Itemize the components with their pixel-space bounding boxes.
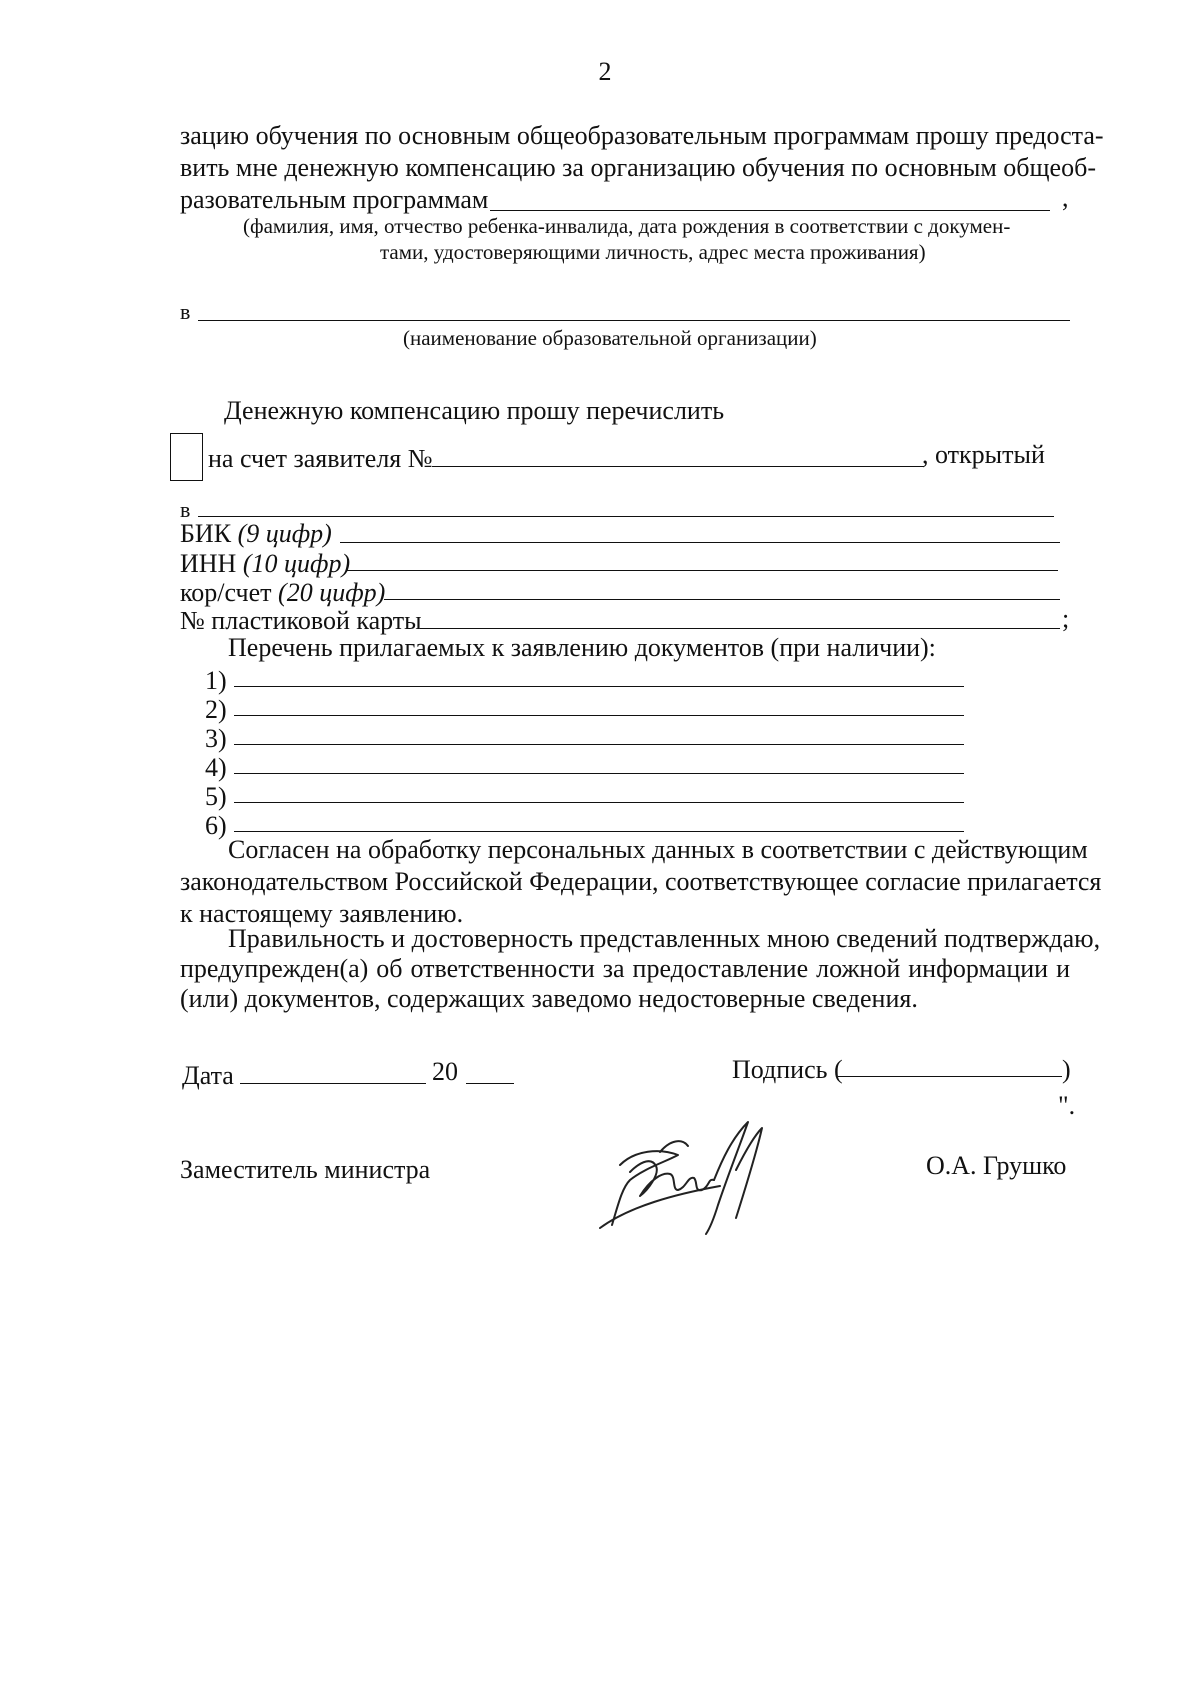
document-field-1[interactable] bbox=[234, 686, 964, 687]
date-label: Дата bbox=[182, 1061, 234, 1090]
certify-line-3: (или) документов, содержащих заведомо недостоверные сведения. bbox=[180, 984, 918, 1013]
year-field[interactable] bbox=[466, 1083, 514, 1084]
signatory-name: О.А. Грушко bbox=[926, 1151, 1067, 1180]
document-field-3[interactable] bbox=[234, 744, 964, 745]
document-field-4[interactable] bbox=[234, 773, 964, 774]
document-field-5[interactable] bbox=[234, 802, 964, 803]
organization-field[interactable] bbox=[198, 320, 1070, 321]
org-in-label: в bbox=[180, 299, 191, 324]
signature-close: ) bbox=[1062, 1055, 1071, 1084]
inn-field[interactable] bbox=[346, 570, 1058, 571]
document-item-5: 5) bbox=[205, 782, 227, 811]
bank-in-label: в bbox=[180, 497, 191, 522]
account-number-field[interactable] bbox=[432, 466, 924, 467]
document-field-6[interactable] bbox=[234, 831, 964, 832]
certify-line-2: предупрежден(а) об ответственности за предоставление ложной информации и bbox=[180, 954, 1070, 983]
bank-name-field[interactable] bbox=[198, 516, 1054, 517]
end-quote: ". bbox=[1058, 1091, 1076, 1120]
kor-field[interactable] bbox=[384, 599, 1060, 600]
bik-label: БИК bbox=[180, 519, 232, 548]
certify-line-1: Правильность и достоверность представленных мною сведений подтверждаю, bbox=[228, 924, 1101, 953]
child-info-hint-2: тами, удостоверяющими личность, адрес места проживания) bbox=[380, 240, 926, 264]
child-info-field[interactable] bbox=[490, 210, 1050, 211]
handwritten-signature bbox=[590, 1110, 790, 1240]
opened-label: , открытый bbox=[922, 440, 1045, 469]
document-item-6: 6) bbox=[205, 811, 227, 840]
child-info-hint-1: (фамилия, имя, отчество ребенка-инвалида, дата рождения в соответствии с докумен- bbox=[243, 214, 1011, 238]
bik-field[interactable] bbox=[340, 542, 1060, 543]
document-item-1: 1) bbox=[205, 666, 227, 695]
consent-line-3: к настоящему заявлению. bbox=[180, 899, 464, 928]
account-label: на счет заявителя № bbox=[208, 444, 433, 473]
request-line-2: вить мне денежную компенсацию за организацию обучения по основным общеоб- bbox=[180, 153, 1096, 182]
inn-label: ИНН bbox=[180, 549, 237, 578]
page-number: 2 bbox=[598, 57, 612, 86]
signature-field[interactable] bbox=[838, 1076, 1062, 1077]
consent-line-2: законодательством Российской Федерации, соответствующее согласие прилагается bbox=[180, 867, 1102, 896]
signature-label: Подпись ( bbox=[732, 1055, 843, 1084]
documents-heading: Перечень прилагаемых к заявлению документов (при наличии): bbox=[228, 633, 936, 662]
card-label: № пластиковой карты bbox=[180, 606, 422, 635]
card-number-field[interactable] bbox=[420, 628, 1060, 629]
request-line-3-comma: , bbox=[1062, 183, 1069, 212]
organization-hint: (наименование образовательной организации) bbox=[403, 326, 817, 350]
signatory-position: Заместитель министра bbox=[180, 1155, 431, 1184]
request-line-1: зацию обучения по основным общеобразовательным программам прошу предоста- bbox=[180, 121, 1104, 150]
bik-row bbox=[180, 518, 332, 550]
document-item-3: 3) bbox=[205, 724, 227, 753]
request-line-3: разовательным программам bbox=[180, 185, 489, 214]
kor-hint: (20 цифр) bbox=[278, 578, 386, 607]
document-item-4: 4) bbox=[205, 753, 227, 782]
card-end: ; bbox=[1062, 604, 1070, 633]
document-field-2[interactable] bbox=[234, 715, 964, 716]
inn-hint: (10 цифр) bbox=[242, 549, 351, 578]
year-prefix: 20 bbox=[432, 1057, 458, 1086]
inn-row bbox=[180, 548, 350, 580]
bik-hint: (9 цифр) bbox=[237, 519, 332, 548]
document-item-2: 2) bbox=[205, 695, 227, 724]
account-checkbox[interactable] bbox=[170, 433, 203, 481]
kor-label: кор/счет bbox=[180, 578, 272, 607]
transfer-intro: Денежную компенсацию прошу перечислить bbox=[224, 396, 725, 425]
consent-line-1: Согласен на обработку персональных данных в соответствии с действующим bbox=[228, 835, 1088, 864]
date-field[interactable] bbox=[240, 1083, 426, 1084]
